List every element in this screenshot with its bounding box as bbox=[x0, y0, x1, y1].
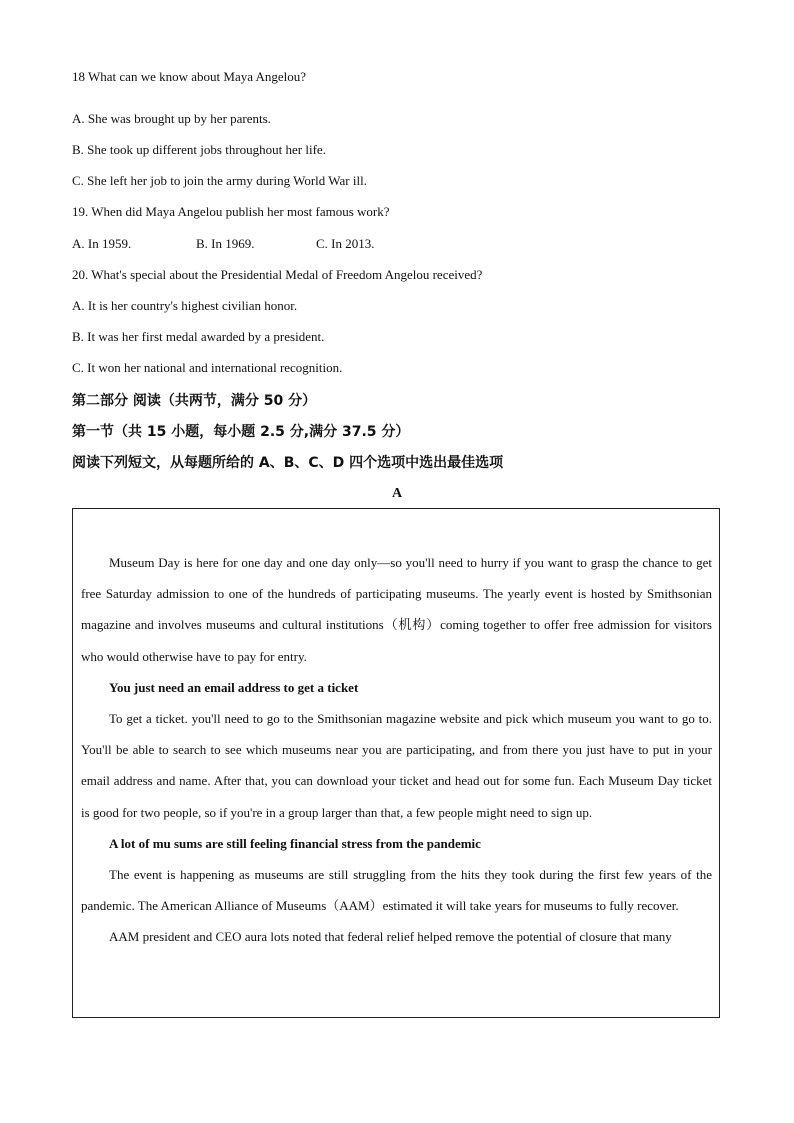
passage-paragraph-1: Museum Day is here for one day and one day only—so you'll need to hurry if you want to grasp the chance to get free Saturday admission to one of the hundreds of participating museums. The yearly event is hosted by Smithsonian magazine and involves museums and cultural institutions（机构）coming together to offer free admission for visitors who would otherwise have to pay for entry. bbox=[81, 555, 712, 664]
question-20-stem: 20. What's special about the Presidential Medal of Freedom Angelou received? bbox=[72, 267, 483, 282]
passage-paragraph-2: To get a ticket. you'll need to go to the Smithsonian magazine website and pick which museum you want to go to. You'll be able to search to see which museums near you are participating, and from there you just have to put in your email address and name. After that, you can download your ticket and head out for some fun. Each Museum Day ticket is good for two people, so if you're in a group larger than that, a few people might need to sign up. bbox=[81, 711, 712, 820]
question-19-option-a: A. In 1959. bbox=[72, 236, 132, 251]
passage-paragraph-4: AAM president and CEO aura lots noted that federal relief helped remove the potential of closure that many bbox=[109, 929, 672, 945]
section-one-heading: 第一节（共 15 小题，每小题 2.5 分,满分 37.5 分） bbox=[72, 424, 410, 440]
question-19-stem: 19. When did Maya Angelou publish her most famous work? bbox=[72, 204, 390, 219]
question-18-stem: 18 What can we know about Maya Angelou? bbox=[72, 69, 307, 84]
question-18-option-c: C. She left her job to join the army during World War ill. bbox=[72, 173, 367, 188]
passage-subheading-2: A lot of mu sums are still feeling financial stress from the pandemic bbox=[109, 835, 481, 851]
question-18-option-b: B. She took up different jobs throughout her life. bbox=[72, 142, 326, 157]
reading-instruction: 阅读下列短文，从每题所给的 A、B、C、D 四个选项中选出最佳选项 bbox=[72, 455, 504, 471]
passage-box bbox=[72, 508, 720, 1018]
question-20-option-c: C. It won her national and international recognition. bbox=[72, 360, 343, 375]
part-two-heading: 第二部分 阅读（共两节，满分 50 分） bbox=[72, 393, 317, 409]
question-20-option-a: A. It is her country's highest civilian honor. bbox=[72, 298, 298, 313]
question-18-option-a: A. She was brought up by her parents. bbox=[72, 111, 271, 126]
question-19-option-b: B. In 1969. bbox=[196, 236, 255, 251]
question-20-option-b: B. It was her first medal awarded by a president. bbox=[72, 329, 325, 344]
passage-paragraph-3: The event is happening as museums are still struggling from the hits they took during the first few years of the pandemic. The American Alliance of Museums（AAM）estimated it will take years for museums to fully recover. bbox=[81, 867, 712, 914]
passage-label: A bbox=[391, 486, 403, 501]
question-19-option-c: C. In 2013. bbox=[316, 236, 375, 251]
passage-subheading-1: You just need an email address to get a ticket bbox=[109, 679, 359, 695]
